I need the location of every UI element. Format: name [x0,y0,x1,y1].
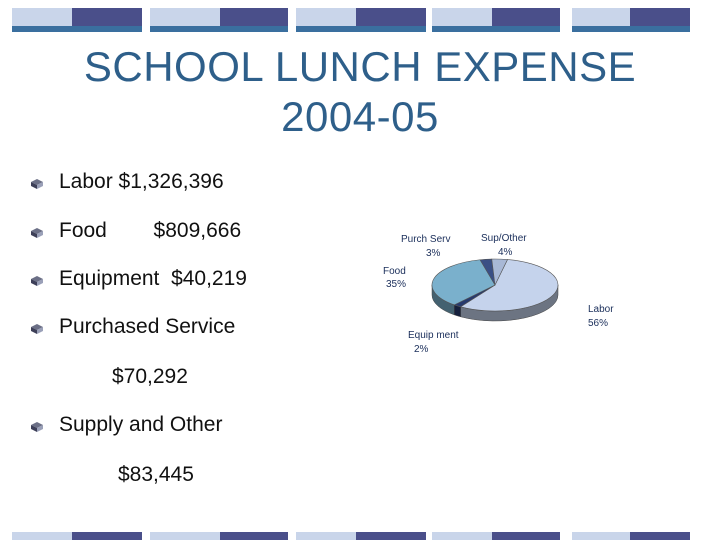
band-segment [432,8,492,32]
band-segment [630,8,690,32]
pie-label-labor: Labor [588,304,614,315]
band-segment [150,8,220,32]
band-segment [150,532,220,540]
bullet-icon [30,225,44,239]
pie-pct-sup-other: 4% [498,247,513,258]
pie-label-equip-ment: Equip ment [408,330,459,341]
band-segment [492,532,560,540]
bullet-supply-other-amount: $83,445 [118,463,194,486]
band-segment [356,532,426,540]
slide-title [0,42,720,142]
pie-pct-equip-ment: 2% [414,344,429,355]
band-segment [432,532,492,540]
bullet-text: Equipment $40,219 [59,267,247,290]
title-line-2: 2004-05 [281,93,439,140]
pie-pct-labor: 56% [588,318,609,329]
band-segment [356,8,426,32]
band-segment [296,532,356,540]
top-decorative-band [0,8,720,32]
bullet-text: Purchased Service [59,315,236,338]
pie-label-purch-serv: Purch Serv [401,234,451,245]
bullet-text: Labor $1,326,396 [59,170,224,193]
bullet-purchased-service-amount: $70,292 [112,365,188,388]
band-segment [12,8,72,32]
bullet-icon [30,321,44,335]
bullet-icon [30,419,44,433]
band-segment [220,532,288,540]
pie-pct-food: 35% [386,279,407,290]
band-segment [296,8,356,32]
pie-label-food: Food [383,266,406,277]
bottom-decorative-band [0,532,720,540]
pie-pct-purch-serv: 3% [426,248,441,259]
bullet-icon [30,273,44,287]
band-segment [572,532,630,540]
title-line-1: SCHOOL LUNCH EXPENSE [83,43,637,90]
band-segment [492,8,560,32]
band-segment [72,8,142,32]
bullet-icon [30,176,44,190]
pie-label-sup-other: Sup/Other [481,233,527,244]
band-segment [12,532,72,540]
bullet-text: Supply and Other [59,413,223,436]
band-segment [72,532,142,540]
bullet-text: Food $809,666 [59,219,242,242]
band-segment [572,8,630,32]
band-segment [630,532,690,540]
expense-pie-chart [370,220,620,370]
band-segment [220,8,288,32]
